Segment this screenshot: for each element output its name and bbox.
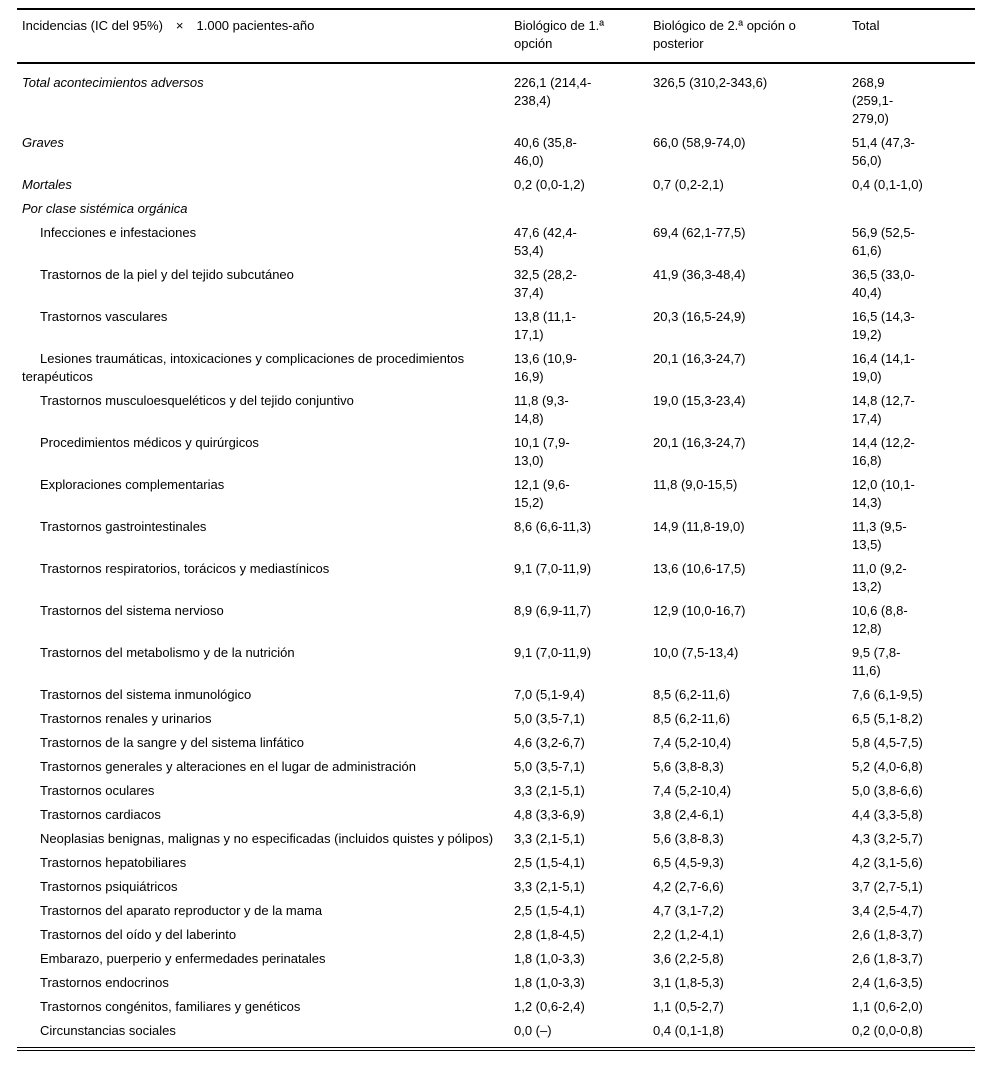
cell-biologic-second-option: 5,6 (3,8-8,3) [653,759,724,774]
cell-biologic-first-option: 13,6 (10,9-16,9) [514,351,577,384]
cell-biologic-second-option: 4,7 (3,1-7,2) [653,903,724,918]
cell-biologic-second-option: 8,5 (6,2-11,6) [653,711,731,726]
table-row [17,900,975,924]
cell-biologic-second-option: 19,0 (15,3-23,4) [653,393,746,408]
cell-biologic-first-option: 32,5 (28,2-37,4) [514,267,577,300]
cell-total: 3,7 (2,7-5,1) [852,879,923,894]
cell-biologic-first-option: 3,3 (2,1-5,1) [514,831,585,846]
table-row [17,732,975,756]
cell-biologic-second-option: 69,4 (62,1-77,5) [653,225,746,240]
header-measure-cell [17,9,514,63]
cell-biologic-first-option: 9,1 (7,0-11,9) [514,561,592,576]
cell-biologic-second-option: 7,4 (5,2-10,4) [653,735,732,750]
cell-total: 11,3 (9,5-13,5) [852,519,907,552]
cell-total: 4,3 (3,2-5,7) [852,831,923,846]
cell-biologic-second-option: 20,3 (16,5-24,9) [653,309,746,324]
row-label: Trastornos endocrinos [40,975,169,990]
cell-total: 3,4 (2,5-4,7) [852,903,923,918]
cell-biologic-second-option: 14,9 (11,8-19,0) [653,519,745,534]
cell-total: 2,4 (1,6-3,5) [852,975,923,990]
cell-biologic-second-option: 0,4 (0,1-1,8) [653,1023,724,1038]
header-col-biologic-first-option: Biológico de 1.ª opción [514,9,653,63]
table-row [17,516,975,558]
cell-total: 4,2 (3,1-5,6) [852,855,923,870]
cell-biologic-second-option: 3,1 (1,8-5,3) [653,975,724,990]
table-row [17,852,975,876]
cell-total: 5,2 (4,0-6,8) [852,759,923,774]
row-label: Infecciones e infestaciones [40,225,197,240]
header-col-biologic-second-option: Biológico de 2.ª opción o posterior [653,9,852,63]
row-label: Por clase sistémica orgánica [22,201,188,216]
row-label: Procedimientos médicos y quirúrgicos [40,435,259,450]
cell-biologic-first-option: 40,6 (35,8-46,0) [514,135,577,168]
row-label: Graves [22,135,64,150]
cell-biologic-first-option [514,198,653,222]
row-label: Exploraciones complementarias [40,477,225,492]
table-row [17,924,975,948]
cell-total: 5,0 (3,8-6,6) [852,783,923,798]
row-label: Trastornos congénitos, familiares y genéticos [40,999,301,1014]
cell-biologic-first-option: 10,1 (7,9-13,0) [514,435,570,468]
row-label: Trastornos de la piel y del tejido subcutáneo [40,267,294,282]
cell-biologic-second-option: 3,6 (2,2-5,8) [653,951,724,966]
cell-biologic-second-option: 326,5 (310,2-343,6) [653,75,768,90]
table-row [17,756,975,780]
table-row [17,972,975,996]
cell-biologic-second-option: 7,4 (5,2-10,4) [653,783,732,798]
row-label: Trastornos del aparato reproductor y de la mama [40,903,323,918]
row-label: Trastornos oculares [40,783,155,798]
cell-biologic-first-option: 11,8 (9,3-14,8) [514,393,569,426]
row-label: Trastornos del sistema inmunológico [40,687,252,702]
table-row [17,804,975,828]
row-label: Circunstancias sociales [40,1023,176,1038]
cell-biologic-first-option: 47,6 (42,4-53,4) [514,225,577,258]
cell-biologic-first-option: 3,3 (2,1-5,1) [514,879,585,894]
table-row [17,948,975,972]
cell-biologic-second-option: 5,6 (3,8-8,3) [653,831,724,846]
cell-total: 51,4 (47,3-56,0) [852,135,915,168]
row-label: Trastornos del sistema nervioso [40,603,224,618]
table-row [17,558,975,600]
cell-biologic-first-option: 13,8 (11,1-17,1) [514,309,576,342]
cell-total: 4,4 (3,3-5,8) [852,807,923,822]
table-row [17,63,975,132]
row-label: Trastornos gastrointestinales [40,519,207,534]
cell-biologic-first-option: 1,8 (1,0-3,3) [514,975,585,990]
cell-total: 2,6 (1,8-3,7) [852,951,923,966]
cell-total: 14,4 (12,2-16,8) [852,435,915,468]
multiplication-sign: × [175,18,184,33]
cell-total: 0,4 (0,1-1,0) [852,177,923,192]
cell-biologic-second-option: 0,7 (0,2-2,1) [653,177,724,192]
cell-biologic-first-option: 3,3 (2,1-5,1) [514,783,585,798]
cell-biologic-first-option: 7,0 (5,1-9,4) [514,687,585,702]
cell-total [852,198,975,222]
table-row [17,348,975,390]
cell-biologic-second-option: 2,2 (1,2-4,1) [653,927,724,942]
table-row [17,828,975,852]
row-label: Trastornos del oído y del laberinto [40,927,237,942]
table-row [17,198,975,222]
cell-total: 5,8 (4,5-7,5) [852,735,923,750]
cell-total: 16,4 (14,1-19,0) [852,351,915,384]
adverse-events-incidence-table [17,8,975,1051]
cell-total: 16,5 (14,3-19,2) [852,309,915,342]
cell-biologic-first-option: 5,0 (3,5-7,1) [514,759,585,774]
header-col-total: Total [852,9,975,63]
row-label: Trastornos psiquiátricos [40,879,178,894]
cell-biologic-second-option: 20,1 (16,3-24,7) [653,435,746,450]
cell-biologic-second-option [653,198,852,222]
cell-total: 11,0 (9,2-13,2) [852,561,907,594]
cell-total: 9,5 (7,8-11,6) [852,645,901,678]
cell-biologic-second-option: 12,9 (10,0-16,7) [653,603,746,618]
table-row [17,474,975,516]
cell-biologic-first-option: 12,1 (9,6-15,2) [514,477,570,510]
cell-total: 1,1 (0,6-2,0) [852,999,923,1014]
row-label: Neoplasias benignas, malignas y no especificadas (incluidos quistes y pólipos) [40,831,494,846]
row-label: Trastornos renales y urinarios [40,711,212,726]
table-row [17,132,975,174]
row-label: Total acontecimientos adversos [22,75,204,90]
cell-biologic-first-option: 226,1 (214,4-238,4) [514,75,592,108]
cell-biologic-second-option: 66,0 (58,9-74,0) [653,135,746,150]
cell-total: 0,2 (0,0-0,8) [852,1023,923,1038]
header-row [17,9,975,63]
row-label: Trastornos musculoesqueléticos y del tejido conjuntivo [40,393,354,408]
row-label: Trastornos generales y alteraciones en el lugar de administración [40,759,416,774]
table-row [17,222,975,264]
cell-biologic-first-option: 2,8 (1,8-4,5) [514,927,585,942]
row-label: Trastornos vasculares [40,309,168,324]
cell-biologic-first-option: 8,9 (6,9-11,7) [514,603,592,618]
cell-biologic-first-option: 2,5 (1,5-4,1) [514,855,585,870]
table-header [17,9,975,63]
row-label: Trastornos cardiacos [40,807,161,822]
cell-biologic-first-option: 1,8 (1,0-3,3) [514,951,585,966]
cell-biologic-first-option: 2,5 (1,5-4,1) [514,903,585,918]
cell-biologic-first-option: 8,6 (6,6-11,3) [514,519,592,534]
cell-total: 2,6 (1,8-3,7) [852,927,923,942]
row-label: Lesiones traumáticas, intoxicaciones y complicaciones de procedimientos terapéuticos [22,351,465,384]
table-row [17,996,975,1020]
table-row [17,432,975,474]
table-row [17,390,975,432]
header-unit-label: 1.000 pacientes-año [196,18,315,33]
row-label: Trastornos hepatobiliares [40,855,187,870]
cell-biologic-second-option: 20,1 (16,3-24,7) [653,351,746,366]
cell-total: 6,5 (5,1-8,2) [852,711,923,726]
cell-biologic-first-option: 0,0 (–) [514,1023,552,1038]
cell-total: 12,0 (10,1-14,3) [852,477,915,510]
row-label: Trastornos del metabolismo y de la nutrición [40,645,295,660]
cell-total: 7,6 (6,1-9,5) [852,687,923,702]
cell-total: 56,9 (52,5-61,6) [852,225,915,258]
cell-biologic-first-option: 4,6 (3,2-6,7) [514,735,585,750]
cell-biologic-second-option: 8,5 (6,2-11,6) [653,687,731,702]
cell-biologic-first-option: 0,2 (0,0-1,2) [514,177,585,192]
table-body [17,63,975,1049]
cell-total: 268,9 (259,1-279,0) [852,75,894,126]
table-row [17,780,975,804]
cell-biologic-second-option: 11,8 (9,0-15,5) [653,477,738,492]
cell-biologic-second-option: 3,8 (2,4-6,1) [653,807,724,822]
table-row [17,600,975,642]
cell-biologic-second-option: 1,1 (0,5-2,7) [653,999,724,1014]
row-label: Embarazo, puerperio y enfermedades perinatales [40,951,326,966]
cell-biologic-second-option: 6,5 (4,5-9,3) [653,855,724,870]
table-row [17,306,975,348]
row-label: Trastornos de la sangre y del sistema linfático [40,735,304,750]
row-label: Mortales [22,177,72,192]
cell-biologic-second-option: 4,2 (2,7-6,6) [653,879,724,894]
cell-biologic-first-option: 1,2 (0,6-2,4) [514,999,585,1014]
cell-biologic-second-option: 10,0 (7,5-13,4) [653,645,739,660]
table-row [17,264,975,306]
table-row [17,684,975,708]
row-label: Trastornos respiratorios, torácicos y mediastínicos [40,561,330,576]
table-row [17,708,975,732]
header-measure-label: Incidencias (IC del 95%) [22,18,163,33]
cell-biologic-second-option: 13,6 (10,6-17,5) [653,561,746,576]
table-row [17,642,975,684]
cell-total: 36,5 (33,0-40,4) [852,267,915,300]
cell-biologic-second-option: 41,9 (36,3-48,4) [653,267,746,282]
table-row [17,174,975,198]
table-row [17,1020,975,1049]
cell-total: 14,8 (12,7-17,4) [852,393,915,426]
table-row [17,876,975,900]
cell-biologic-first-option: 9,1 (7,0-11,9) [514,645,592,660]
cell-total: 10,6 (8,8-12,8) [852,603,908,636]
cell-biologic-first-option: 4,8 (3,3-6,9) [514,807,585,822]
cell-biologic-first-option: 5,0 (3,5-7,1) [514,711,585,726]
